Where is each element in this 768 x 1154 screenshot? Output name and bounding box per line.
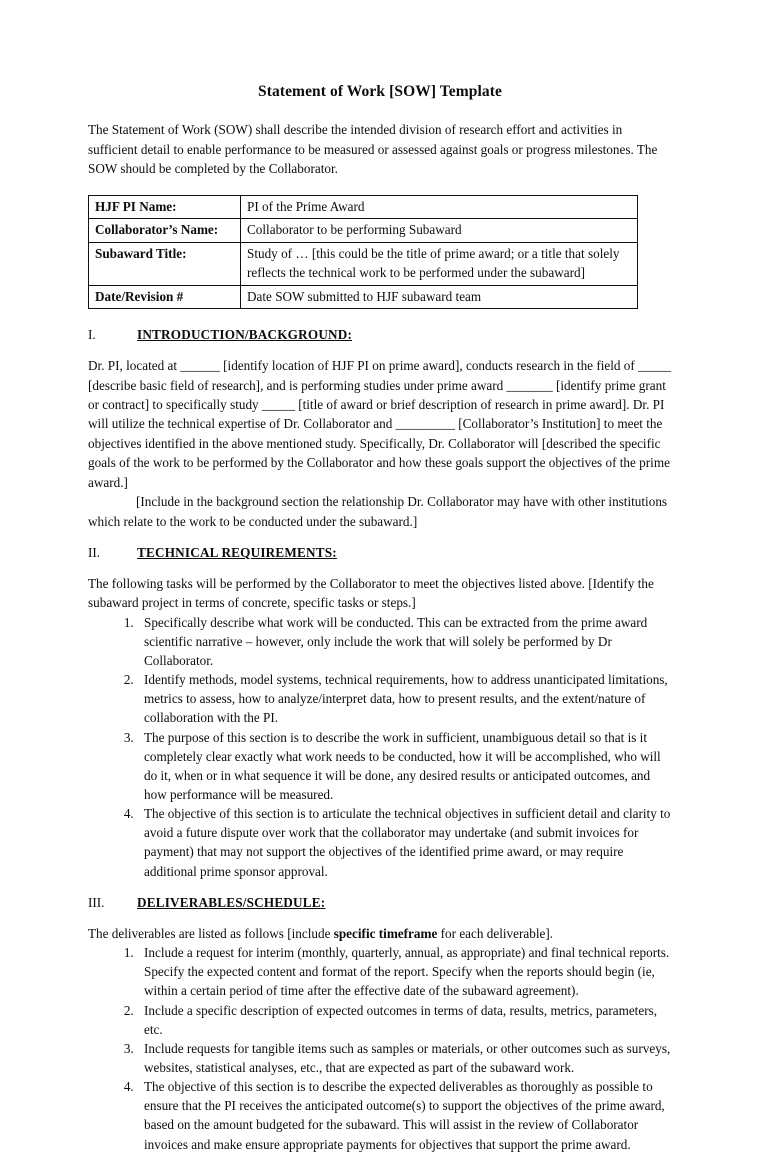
table-row — [89, 195, 638, 219]
row-value-hjf-pi-name: PI of the Prime Award — [241, 195, 638, 219]
row-label-collaborator-name: Collaborator’s Name: — [89, 219, 241, 243]
sow-info-table — [88, 195, 638, 310]
list-item: 1. Specifically describe what work will be conducted. This can be extracted from the prime award scientific narrative – however, only include the work that will solely be performed by Dr Collaborator. — [137, 613, 672, 670]
section-title-colon: : — [320, 894, 326, 910]
table-row — [89, 285, 638, 309]
section-title-deliverables: DELIVERABLES/SCHEDULE — [137, 894, 321, 910]
list-item: 4. The objective of this section is to articulate the technical objectives in sufficient detail and clarity to avoid a future dispute over work that the collaborator may undertake (and submit invoices for payment) that may not support the objectives of the identified prime award, or may require additional prime sponsor approval. — [137, 804, 672, 881]
section-numeral-iii: III. — [88, 894, 105, 910]
section-title-introduction: INTRODUCTION/BACKGROUND — [137, 327, 348, 343]
section-numeral-i: I. — [88, 327, 96, 343]
deliverables-intro-after: for each deliverable]. — [437, 925, 554, 941]
section-title-technical: TECHNICAL REQUIREMENTS — [137, 544, 333, 560]
row-label-hjf-pi-name: HJF PI Name: — [89, 195, 241, 219]
section-heading-technical — [88, 545, 672, 561]
section-title-colon: : — [332, 544, 337, 560]
row-value-subaward-title: Study of … [this could be the title of prime award; or a title that solely reflects the technical work to be performed under the subaward] — [241, 243, 638, 285]
section-title-colon: : — [347, 327, 353, 343]
row-label-subaward-title: Subaward Title: — [89, 243, 241, 285]
intro-paragraph: The Statement of Work (SOW) shall describe the intended division of research effort and activities in sufficient detail to enable performance to be measured or assessed against goals or progress milestones. The SOW should be completed by the Collaborator. — [88, 122, 658, 177]
list-item: 4. The objective of this section is to describe the expected deliverables as thoroughly as possible to ensure that the PI receives the anticipated outcome(s) to support the objectives of the prime award, based on the amount budgeted for the subaward. This will assist in the review of Collaborator invoices and make ensure appropriate payments for objectives that support the prime award. — [137, 1077, 672, 1154]
introduction-paragraph-1: Dr. PI, located at ______ [identify location of HJF PI on prime award], conducts research in the field of _____ [describe basic field of research], and is performing studies under prime award _______ [identify prime grant or contract] to specifically study _____ [title of award or brief description of research in prime award]. Dr. PI will utilize the technical expertise of Dr. Collaborator and _________ [Collaborator’s Institution] to meet the objectives identified in the above mentioned study. Specifically, Dr. Collaborator will [described the specific goals of the work to be performed by the Collaborator and how these goals support the objectives of the prime award.] — [88, 358, 672, 490]
deliverables-intro-bold-term: specific timeframe — [333, 925, 438, 941]
row-value-collaborator-name: Collaborator to be performing Subaward — [241, 219, 638, 243]
section-numeral-ii: II. — [88, 544, 101, 560]
table-row — [89, 219, 638, 243]
technical-requirements-list — [88, 613, 672, 881]
section-technical-requirements — [88, 545, 672, 881]
document-content — [88, 82, 672, 1154]
technical-intro-paragraph: The following tasks will be performed by the Collaborator to meet the objectives listed above. [Identify the subaward project in terms of concrete, specific tasks or steps.] — [88, 575, 654, 611]
deliverables-intro-paragraph — [88, 924, 672, 943]
list-item: 1. Include a request for interim (monthly, quarterly, annual, as appropriate) and final technical reports. Specify the expected content and format of the report. Specify when the reports should begin (ie, within a certain period of time after the effective date of the subaward agreement). — [137, 943, 672, 1000]
list-item: 2. Identify methods, model systems, technical requirements, how to address unanticipated limitations, metrics to assess, how to analyze/interpret data, how to present results, and the extent/nature of collaboration with the PI. — [137, 670, 672, 727]
page-title: Statement of Work [SOW] Template — [257, 83, 503, 100]
row-value-date-revision: Date SOW submitted to HJF subaward team — [241, 285, 638, 309]
section-deliverables-schedule — [88, 895, 672, 1154]
deliverables-list — [88, 943, 672, 1154]
list-item: 3. Include requests for tangible items such as samples or materials, or other outcomes such as surveys, websites, statistical analyses, etc., that are expected as part of the subaward work. — [137, 1039, 672, 1077]
deliverables-intro-before: The deliverables are listed as follows [include — [88, 925, 334, 941]
section-heading-deliverables — [88, 895, 672, 911]
list-item: 3. The purpose of this section is to describe the work in sufficient, unambiguous detail so that is it completely clear exactly what work needs to be conducted, how it will be accomplished, who will do it, when or in what sequence it will be done, any desired results or anticipated outcomes, and how performance will be measured. — [137, 728, 672, 805]
section-heading-introduction — [88, 327, 672, 343]
introduction-paragraph-2: [Include in the background section the relationship Dr. Collaborator may have with other institutions which relate to the work to be conducted under the subaward.] — [88, 494, 668, 529]
table-row — [89, 243, 638, 285]
row-label-date-revision: Date/Revision # — [89, 285, 241, 309]
list-item: 2. Include a specific description of expected outcomes in terms of data, results, metrics, parameters, etc. — [137, 1001, 672, 1039]
section-introduction — [88, 327, 672, 531]
